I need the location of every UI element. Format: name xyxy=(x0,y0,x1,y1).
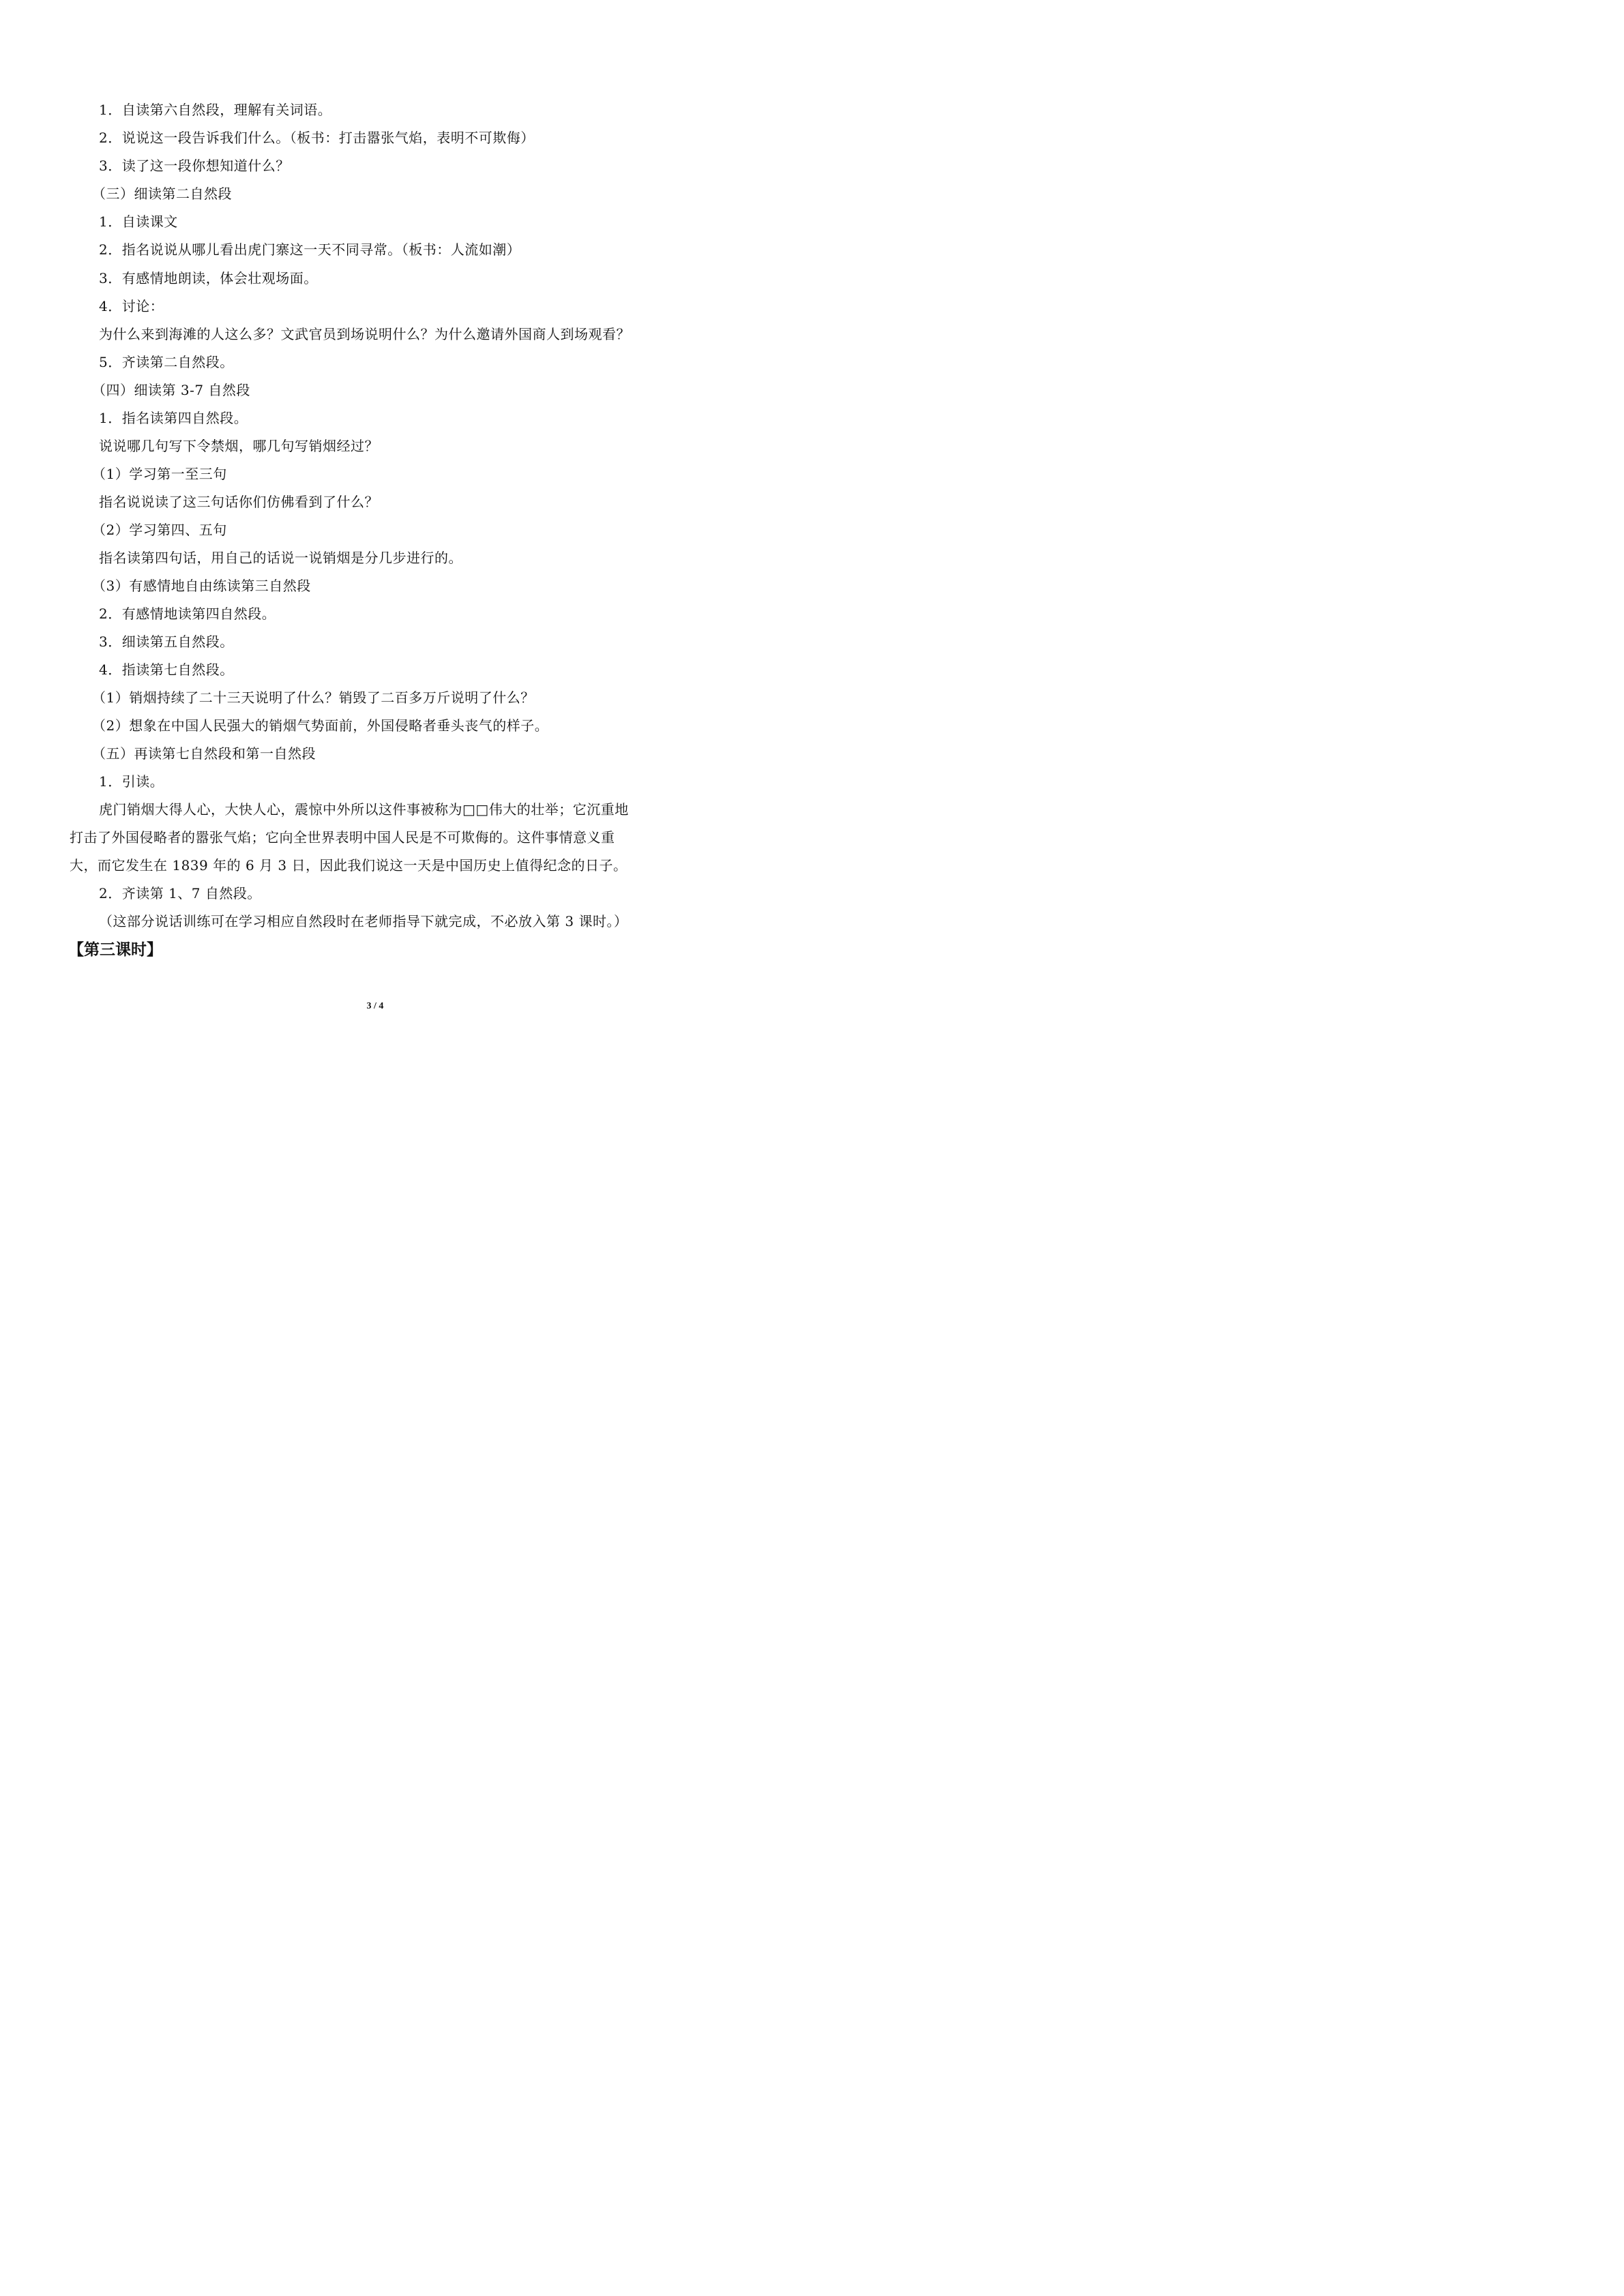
text-line: （2）学习第四、五句 xyxy=(92,522,227,538)
text-line: 4．指读第七自然段。 xyxy=(99,661,234,678)
paragraph-line: 大，而它发生在 1839 年的 6 月 3 日，因此我们说这一天是中国历史上值得纪念的日子。 xyxy=(70,857,628,874)
text-line: 2．指名说说从哪儿看出虎门寨这一天不同寻常。（板书：人流如潮） xyxy=(99,241,521,258)
page-number: 3 / 4 xyxy=(366,1001,384,1011)
text-line: 1．自读第六自然段，理解有关词语。 xyxy=(99,102,332,118)
paragraph-line: 打击了外国侵略者的嚣张气焰；它向全世界表明中国人民是不可欺侮的。这件事情意义重 xyxy=(70,829,615,846)
text-line: （2）想象在中国人民强大的销烟气势面前，外国侵略者垂头丧气的样子。 xyxy=(92,717,549,734)
text-line: 2．齐读第 1、7 自然段。 xyxy=(99,885,261,901)
text-line: 4．讨论： xyxy=(99,298,164,314)
section-heading: 【第三课时】 xyxy=(68,940,162,959)
text-line: 为什么来到海滩的人这么多？文武官员到场说明什么？为什么邀请外国商人到场观看？ xyxy=(99,326,630,342)
text-line: 1．引读。 xyxy=(99,773,164,790)
note-line: （这部分说话训练可在学习相应自然段时在老师指导下就完成，不必放入第 3 课时。） xyxy=(99,913,628,929)
text-line: （五）再读第七自然段和第一自然段 xyxy=(92,745,316,762)
text-line: 3．细读第五自然段。 xyxy=(99,633,234,650)
text-line: 指名读第四句话，用自己的话说一说销烟是分几步进行的。 xyxy=(99,550,462,566)
text-line: 3．读了这一段你想知道什么？ xyxy=(99,158,290,174)
text-line: （四）细读第 3-7 自然段 xyxy=(92,382,250,398)
text-line: 3．有感情地朗读，体会壮观场面。 xyxy=(99,270,318,286)
text-line: （1）销烟持续了二十三天说明了什么？销毁了二百多万斤说明了什么？ xyxy=(92,689,535,706)
text-line: （三）细读第二自然段 xyxy=(92,185,232,202)
text-line: （1）学习第一至三句 xyxy=(92,466,227,482)
text-line: 2．说说这一段告诉我们什么。（板书：打击嚣张气焰，表明不可欺侮） xyxy=(99,130,535,146)
text-line: 1．指名读第四自然段。 xyxy=(99,410,248,426)
paragraph-line: 虎门销烟大得人心，大快人心，震惊中外所以这件事被称为□□伟大的壮举；它沉重地 xyxy=(99,801,629,818)
text-line: 1．自读课文 xyxy=(99,213,178,230)
text-line: 5．齐读第二自然段。 xyxy=(99,354,234,370)
text-line: 2．有感情地读第四自然段。 xyxy=(99,606,276,622)
text-line: 指名说说读了这三句话你们仿佛看到了什么？ xyxy=(99,494,379,510)
document-page xyxy=(0,0,750,1060)
text-line: （3）有感情地自由练读第三自然段 xyxy=(92,578,311,594)
text-line: 说说哪几句写下令禁烟，哪几句写销烟经过？ xyxy=(99,438,379,454)
